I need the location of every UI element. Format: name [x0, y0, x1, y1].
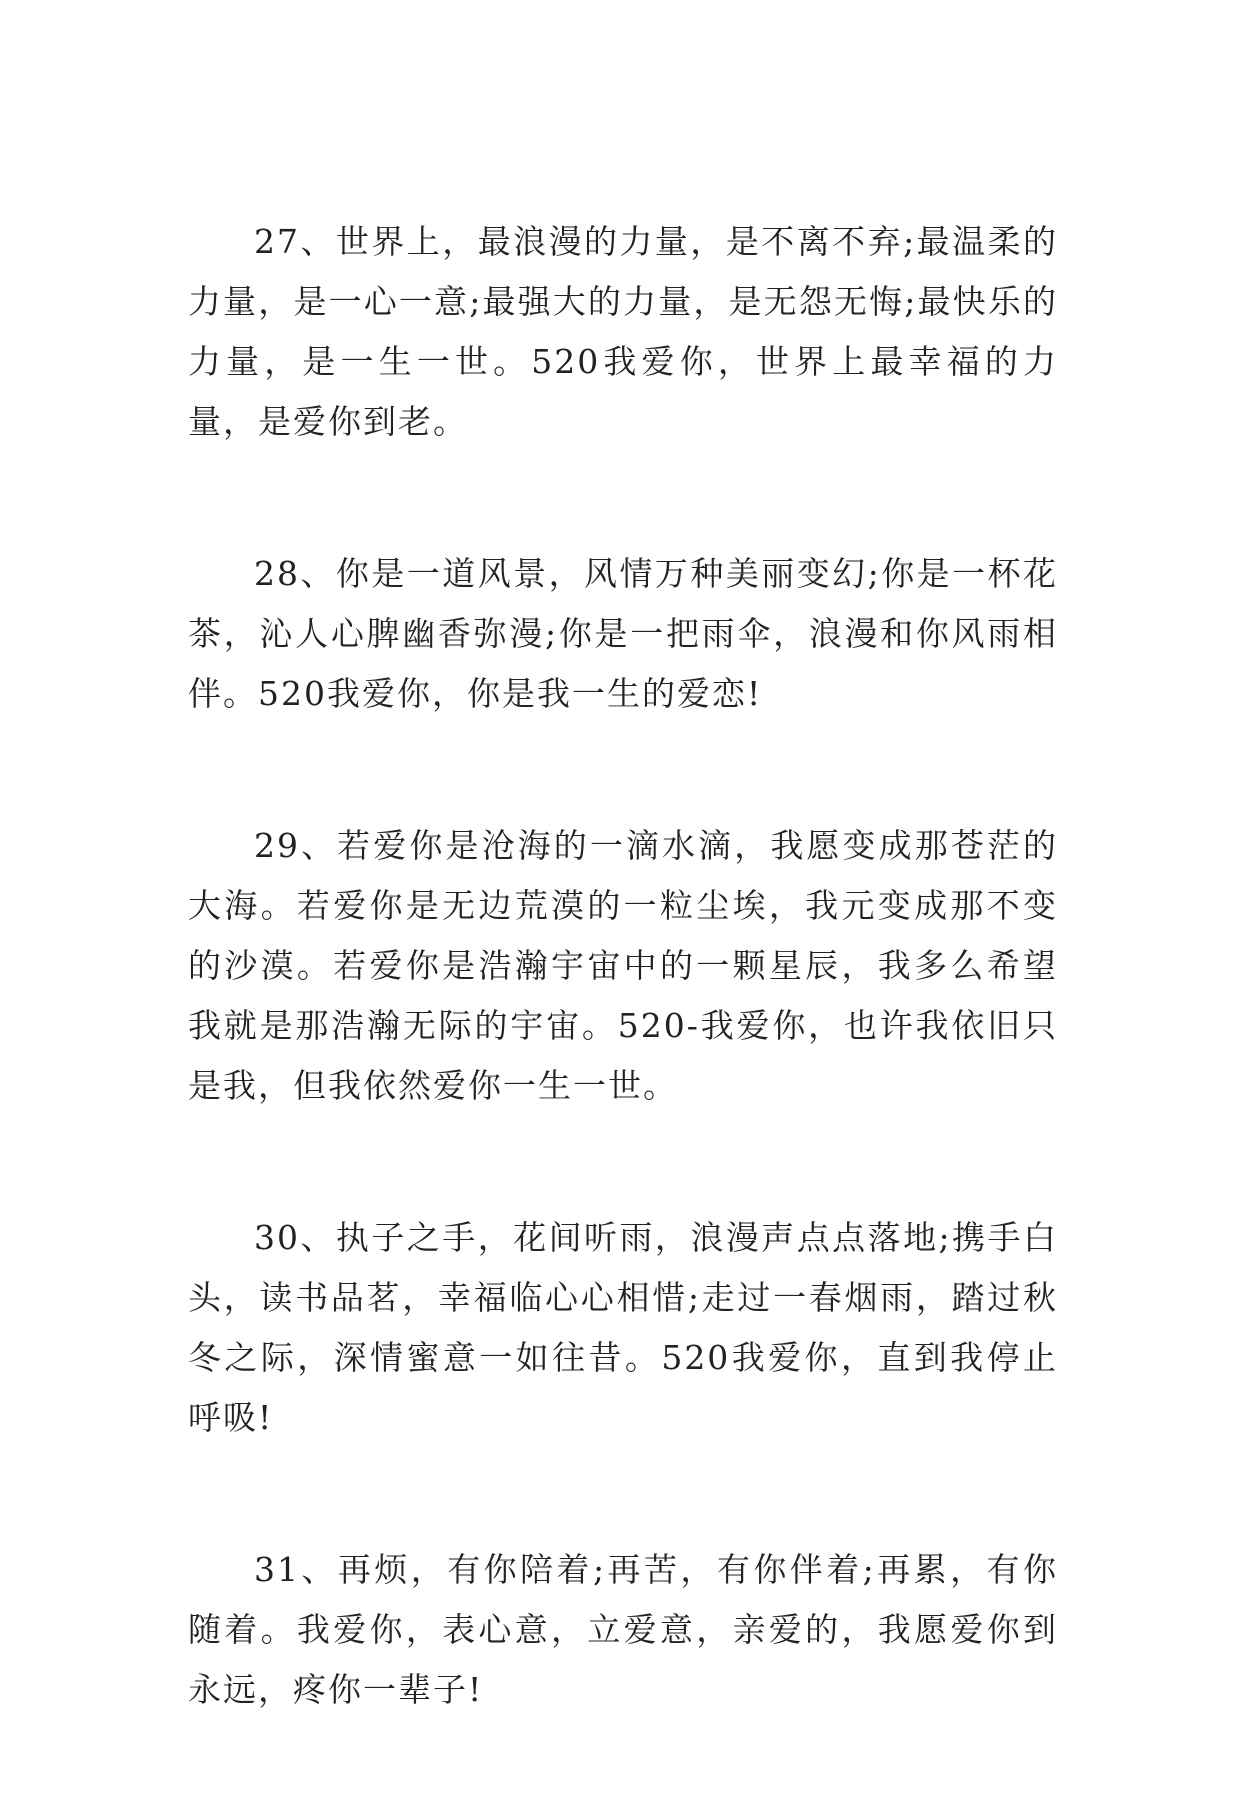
- paragraph-31: 31、再烦，有你陪着;再苦，有你伴着;再累，有你随着。我爱你，表心意，立爱意，亲爱的，我愿爱你到永远，疼你一辈子!: [188, 1550, 1058, 1709]
- paragraph-30: 30、执子之手，花间听雨，浪漫声点点落地;携手白头，读书品茗，幸福临心心相惜;走过一春烟雨，踏过秋冬之际，深情蜜意一如往昔。520我爱你，直到我停止呼吸!: [188, 1218, 1058, 1437]
- document-body: [188, 212, 1058, 1810]
- paragraph-28: 28、你是一道风景，风情万种美丽变幻;你是一杯花茶，沁人心脾幽香弥漫;你是一把雨伞，浪漫和你风雨相伴。520我爱你，你是我一生的爱恋!: [188, 554, 1058, 713]
- paragraph-27: 27、世界上，最浪漫的力量，是不离不弃;最温柔的力量，是一心一意;最强大的力量，是无怨无悔;最快乐的力量，是一生一世。520我爱你，世界上最幸福的力量，是爱你到老。: [188, 222, 1058, 441]
- paragraph-29: 29、若爱你是沧海的一滴水滴，我愿变成那苍茫的大海。若爱你是无边荒漠的一粒尘埃，我元变成那不变的沙漠。若爱你是浩瀚宇宙中的一颗星辰，我多么希望我就是那浩瀚无际的宇宙。520-我爱你，也许我依旧只是我，但我依然爱你一生一世。: [188, 826, 1058, 1105]
